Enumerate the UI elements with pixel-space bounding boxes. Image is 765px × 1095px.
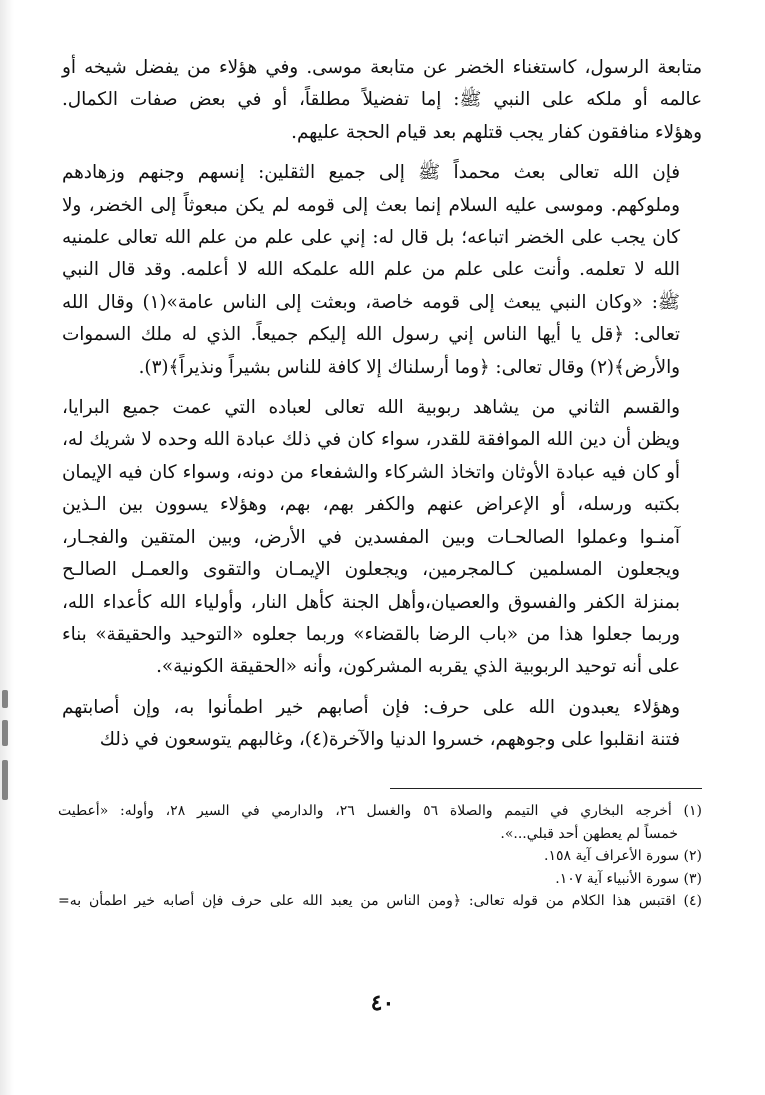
footnote-2: (٢) سورة الأعراف آية ١٥٨.: [544, 848, 702, 864]
text-line: فإن الله تعالى بعث محمداً ﷺ إلى جميع الثقلين: إنسهم وجنهم وزهادهم: [62, 162, 680, 184]
page-number: ٤٠: [370, 990, 395, 1016]
scan-edge-shadow: [0, 0, 14, 1095]
footnote-1-line-1: (١) أخرجه البخاري في التيمم والصلاة ٥٦ والغسل ٢٦، والدارمي في السير ٢٨، وأوله: «أعطيت: [58, 803, 702, 819]
text-line: آمنـوا وعملوا الصالحـات وبين المفسدين في الأرض، وبين المتقين والفجـار،: [62, 526, 680, 548]
text-line: والأرض﴾(٢) وقال تعالى: ﴿وما أرسلناك إلا كافة للناس بشيراً ونذيراً﴾(٣).: [138, 356, 680, 378]
text-line: وهؤلاء منافقون كفار يجب قتلهم بعد قيام الحجة عليهم.: [291, 121, 702, 143]
text-line: على أنه توحيد الربوبية الذي يقربه المشركون، وأنه «الحقيقة الكونية».: [156, 656, 680, 678]
footnote-3: (٣) سورة الأنبياء آية ١٠٧.: [555, 870, 702, 887]
paragraph: [62, 392, 702, 684]
text-line: وهؤلاء يعبدون الله على حرف: فإن أصابهم خير اطمأنوا به، وإن أصابتهم: [62, 696, 680, 718]
text-line: أو كان فيه عبادة الأوثان واتخاذ الشركاء والشفعاء من دونه، وسواء كان فيه الإيمان: [62, 461, 681, 483]
text-line: تعالى: ﴿قل يا أيها الناس إني رسول الله إليكم جميعاً. الذي له ملك السموات: [62, 324, 680, 346]
text-line: فتنة انقلبوا على وجوههم، خسروا الدنيا والآخرة(٤)، وغالبهم يتوسعون في ذلك: [99, 729, 680, 751]
footnote-4: (٤) اقتبس هذا الكلام من قوله تعالى: ﴿ومن الناس من يعبد الله على حرف فإن أصابه خير اطمأن به=: [58, 893, 702, 909]
text-line: ﷺ: «وكان النبي يبعث إلى قومه خاصة، وبعثت إلى الناس عامة»(١) وقال الله: [62, 291, 680, 313]
scan-speck: [2, 720, 8, 746]
footnote-separator: [390, 788, 702, 789]
paragraph: [62, 692, 702, 757]
text-line: بمنزلة الكفر والفسوق والعصيان،وأهل الجنة كأهل النار، وأولياء الله كأعداء الله،: [62, 591, 680, 613]
paragraph: [62, 52, 702, 149]
main-text: [62, 52, 702, 765]
text-line: متابعة الرسول، كاستغناء الخضر عن متابعة موسى. وفي هؤلاء من يفضل شيخه أو: [62, 57, 702, 78]
scan-speck: [2, 690, 8, 708]
text-line: بكتبه ورسله، أو الإعراض عنهم والكفر بهم، بهم، وهؤلاء يسوون بين الـذين: [62, 494, 680, 516]
text-line: كان يجب على الخضر اتباعه؛ بل قال له: إني على علم من علم الله تعالى علمنيه: [62, 227, 680, 249]
text-line: عالمه أو ملكه على النبي ﷺ: إما تفضيلاً مطلقاً، أو في بعض صفات الكمال.: [62, 89, 702, 111]
footnotes: [58, 800, 702, 913]
text-line: ويظن أن دين الله الموافقة للقدر، سواء كان في ذلك عبادة الله وحده لا شريك له،: [62, 429, 680, 451]
scan-speck: [2, 760, 8, 800]
text-line: وملوكهم. وموسى عليه السلام إنما بعث إلى قومه لم يكن مبعوثاً إلى الخضر، ولا: [62, 194, 680, 216]
text-line: الله لا تعلمه. وأنت على علم من علم الله علمكه الله لا أعلمه. وقد قال النبي: [62, 259, 680, 281]
footnote-1-line-2: خمساً لم يعطهن أحد قبلي...».: [500, 825, 678, 842]
text-line: والقسم الثاني من يشاهد ربوبية الله تعالى لعباده التي عمت جميع البرايا،: [62, 397, 680, 419]
text-line: وربما جعلوا هذا من «باب الرضا بالقضاء» وربما جعلوه «التوحيد والحقيقة» بناء: [62, 623, 680, 645]
text-line: ويجعلون المسلمين كـالمجرمين، ويجعلون الإيمـان والتقوى والعمـل الصالـح: [62, 559, 680, 581]
paragraph: [62, 157, 702, 384]
